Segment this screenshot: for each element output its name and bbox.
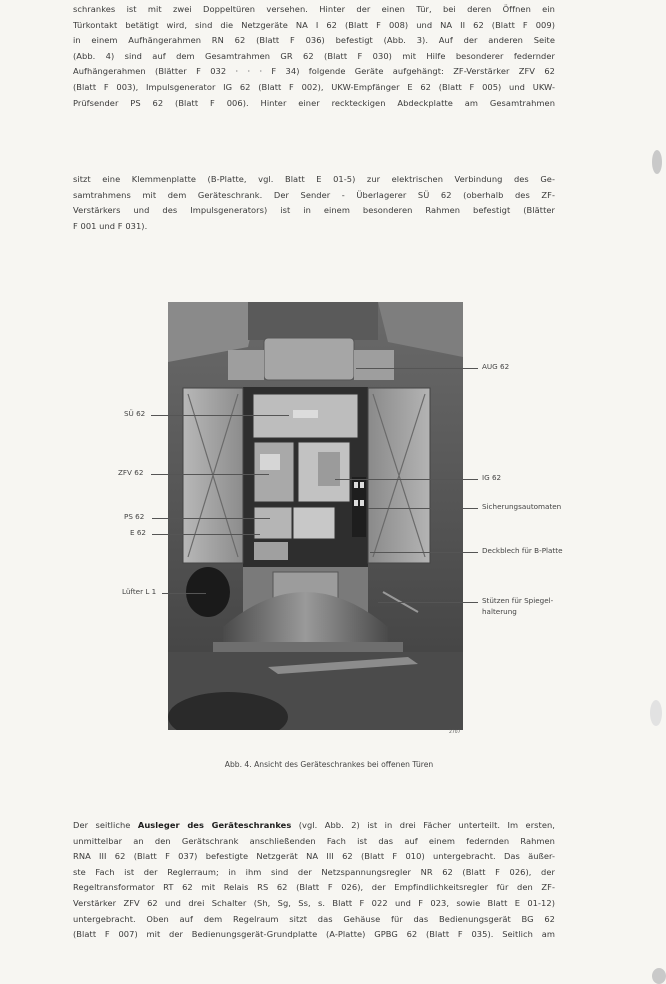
scan-artifact bbox=[650, 700, 662, 726]
paragraph-3 bbox=[73, 818, 555, 943]
leader-line bbox=[152, 518, 270, 519]
label-stuetzen-line-2: halterung bbox=[482, 607, 517, 616]
equipment-cabinet-photo bbox=[168, 302, 463, 730]
scan-artifact bbox=[652, 150, 662, 174]
text-line: (Blatt F 007) mit der Bedienungsgerät-Grundplatte (A-Platte) GPBG 62 (Blatt F 035). Seitlich am bbox=[73, 929, 555, 940]
text-line: schrankes ist mit zwei Doppeltüren versehen. Hinter der einen Tür, bei deren Öffnen ein bbox=[73, 4, 555, 14]
text-line: Regeltransformator RT 62 mit Relais RS 62 (Blatt F 026), der Empfindlichkeitsregler für den ZF- bbox=[73, 882, 555, 893]
text-line: unmittelbar an den Gerätschrank anschließenden Fach ist das auf einem federnden Rahmen bbox=[73, 835, 555, 846]
label-sicherungsautomaten: Sicherungsautomaten bbox=[482, 502, 562, 511]
text-line: sitzt eine Klemmenplatte (B-Platte, vgl. Blatt E 01-5) zur elektrischen Verbindung des Ge- bbox=[73, 174, 555, 184]
bold-term: Ausleger des Geräteschrankes bbox=[137, 820, 292, 830]
paragraph-1 bbox=[73, 2, 555, 111]
text-line: Verstärker ZFV 62 und drei Schalter (Sh, Sg, Ss, s. Blatt F 022 und F 023, sowie Blatt E 01-12) bbox=[73, 897, 555, 908]
leader-line bbox=[368, 508, 478, 509]
leader-line bbox=[162, 593, 206, 594]
text-line: (Abb. 4) sind auf dem Gesamtrahmen GR 62 (Blatt F 030) mit Hilfe besonderer federnder bbox=[73, 50, 555, 61]
label-luefter: Lüfter L 1 bbox=[122, 587, 157, 596]
leader-line bbox=[152, 534, 260, 535]
label-e62: E 62 bbox=[130, 528, 146, 537]
text-line bbox=[73, 818, 555, 834]
label-su62: SÜ 62 bbox=[124, 409, 146, 418]
leader-line bbox=[356, 368, 478, 369]
photo-number: 2707 bbox=[449, 730, 461, 735]
text-line: ste Fach ist der Reglerraum; in ihm sind der Netzspannungsregler NR 62 (Blatt F 026), der bbox=[73, 866, 555, 877]
scan-artifact bbox=[652, 968, 666, 984]
text-line: samtrahmens mit dem Geräteschrank. Der Sender - Überlagerer SÜ 62 (oberhalb des ZF- bbox=[73, 189, 555, 200]
label-stuetzen-line-1: Stützen für Spiegel- bbox=[482, 596, 554, 605]
leader-line bbox=[151, 415, 289, 416]
paragraph-2 bbox=[73, 172, 555, 234]
text-run: Der seitliche bbox=[73, 820, 138, 830]
leader-line bbox=[151, 474, 269, 475]
label-aug62: AUG 62 bbox=[482, 362, 510, 371]
text-run: (vgl. Abb. 2) ist in drei Fächer unterteilt. Im ersten, bbox=[291, 820, 555, 830]
text-line: RNA III 62 (Blatt F 037) befestigte Netzgerät NA III 62 (Blatt F 010) untergebracht. Das äußer- bbox=[73, 851, 555, 862]
text-line: Verstärkers und des Impulsgenerators) ist in einem besonderen Rahmen befestigt (Blätter bbox=[73, 205, 555, 216]
label-deckblech: Deckblech für B-Platte bbox=[482, 546, 563, 555]
label-ps62: PS 62 bbox=[124, 512, 145, 521]
text-line: Aufhängerahmen (Blätter F 032 · · · F 34) folgende Geräte aufgehängt: ZF-Verstärker ZFV 62 bbox=[73, 66, 555, 77]
figure-caption: Abb. 4. Ansicht des Geräteschrankes bei offenen Türen bbox=[224, 760, 434, 769]
text-line: Prüfsender PS 62 (Blatt F 006). Hinter einer reckteckigen Abdeckplatte am Gesamtrahmen bbox=[73, 97, 555, 108]
label-zfv62: ZFV 62 bbox=[118, 468, 144, 477]
text-line: Türkontakt betätigt wird, sind die Netzgeräte NA I 62 (Blatt F 008) und NA II 62 (Blatt F 009) bbox=[73, 19, 555, 30]
text-line: F 001 und F 031). bbox=[73, 220, 148, 231]
text-line: untergebracht. Oben auf dem Regelraum sitzt das Gehäuse für das Bedienungsgerät BG 62 bbox=[73, 913, 555, 924]
text-line: in einem Aufhängerahmen RN 62 (Blatt F 036) befestigt (Abb. 3). Auf der anderen Seite bbox=[73, 35, 555, 46]
leader-line bbox=[370, 552, 478, 553]
leader-line bbox=[335, 479, 478, 480]
leader-line bbox=[378, 602, 478, 603]
text-line: (Blatt F 003), Impulsgenerator IG 62 (Blatt F 002), UKW-Empfänger E 62 (Blatt F 005) und UKW- bbox=[73, 81, 555, 92]
label-ig62: IG 62 bbox=[482, 473, 502, 482]
